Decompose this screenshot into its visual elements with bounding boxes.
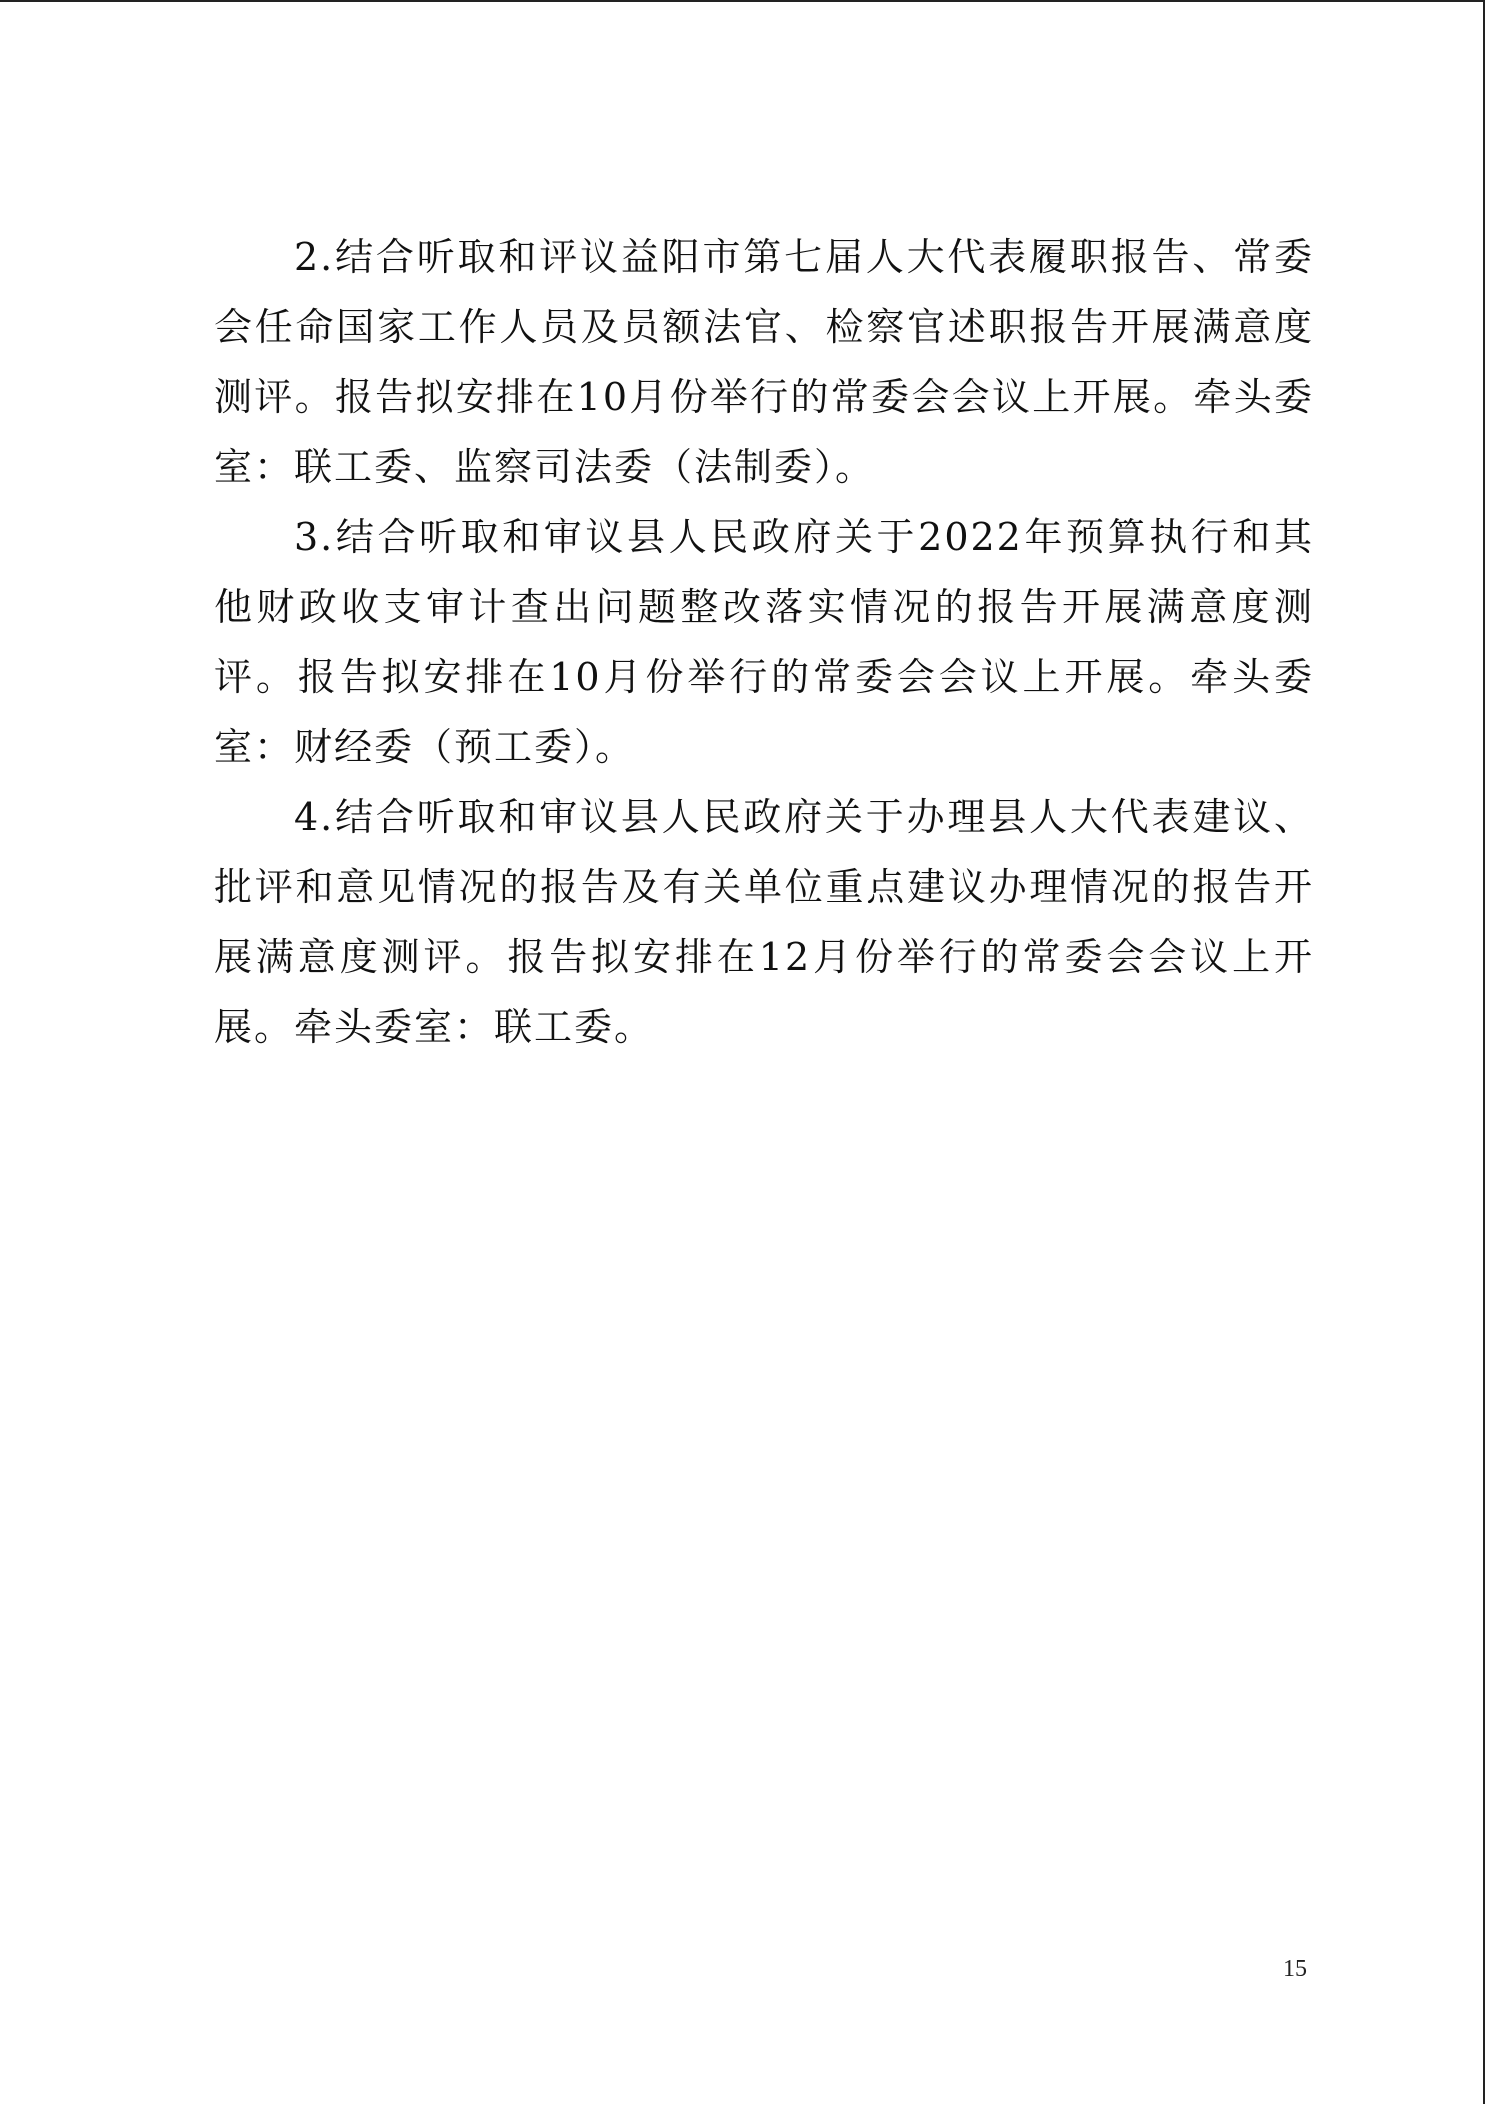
- page-number: 15: [1283, 1956, 1307, 1982]
- paragraph-item-4: 4.结合听取和审议县人民政府关于办理县人大代表建议、批评和意见情况的报告及有关单位重点建议办理情况的报告开展满意度测评。报告拟安排在12月份举行的常委会会议上开展。牵头委室：联工委。: [214, 795, 1314, 1049]
- document-body: [214, 222, 1314, 1062]
- paragraph-item-2: 2.结合听取和评议益阳市第七届人大代表履职报告、常委会任命国家工作人员及员额法官、检察官述职报告开展满意度测评。报告拟安排在10月份举行的常委会会议上开展。牵头委室：联工委、监察司法委（法制委）。: [214, 235, 1314, 489]
- paragraph-item-3: 3.结合听取和审议县人民政府关于2022年预算执行和其他财政收支审计查出问题整改落实情况的报告开展满意度测评。报告拟安排在10月份举行的常委会会议上开展。牵头委室：财经委（预工委）。: [214, 515, 1314, 769]
